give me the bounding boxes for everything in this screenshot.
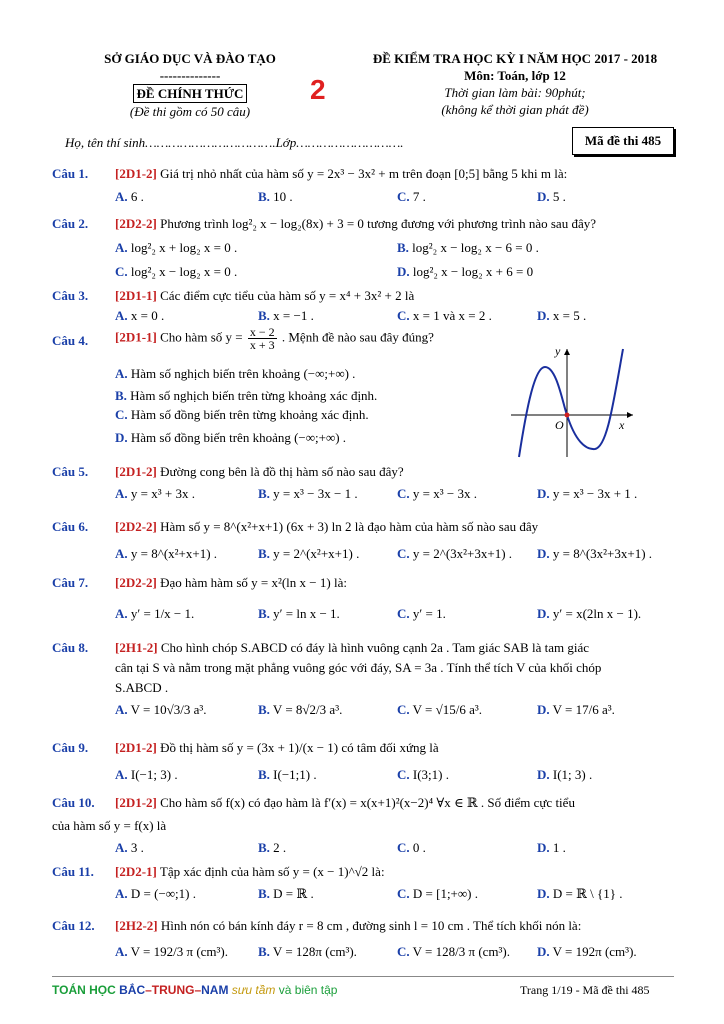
footer-brand-part: –TRUNG– bbox=[145, 983, 202, 997]
fraction bbox=[248, 326, 277, 351]
option-a: A. D = (−∞;1) . bbox=[115, 886, 196, 901]
option-letter: A. bbox=[115, 366, 128, 381]
question-tag: [2D1-2] bbox=[115, 795, 157, 810]
y-axis-arrow-icon bbox=[564, 349, 570, 355]
question-text bbox=[115, 326, 434, 351]
option-b: B. y = x³ − 3x − 1 . bbox=[258, 486, 358, 501]
option-a: A. Hàm số nghịch biến trên khoảng (−∞;+∞) . bbox=[115, 366, 356, 381]
option-letter: B. bbox=[397, 240, 409, 255]
option-letter: A. bbox=[115, 308, 128, 323]
option-c: C. y′ = 1. bbox=[397, 606, 446, 621]
option-c: C. V = √15/6 a³. bbox=[397, 702, 483, 717]
option-d: D. V = 192π (cm³). bbox=[537, 944, 637, 959]
question-tag: [2D1-1] bbox=[115, 288, 157, 303]
option-letter: B. bbox=[258, 886, 270, 901]
option-d: D. 1 . bbox=[537, 840, 566, 855]
exam-code-box: Mã đề thi 485 bbox=[572, 127, 674, 155]
question-body: Hàm số y = 8^(x²+x+1) (6x + 3) ln 2 là đạo hàm của hàm số nào sau đây bbox=[156, 519, 539, 534]
question-body: Tập xác định của hàm số y = (x − 1)^√2 là: bbox=[156, 864, 385, 879]
option-letter: A. bbox=[115, 486, 128, 501]
option-letter: D. bbox=[537, 308, 550, 323]
footer-divider bbox=[52, 976, 674, 977]
option-a: A. V = 192/3 π (cm³). bbox=[115, 944, 229, 959]
footer-brand-part: và biên tập bbox=[275, 983, 338, 997]
question-text bbox=[115, 640, 589, 656]
department-name: SỞ GIÁO DỤC VÀ ĐÀO TẠO bbox=[104, 51, 276, 66]
option-letter: D. bbox=[537, 702, 550, 717]
option-letter: A. bbox=[115, 189, 128, 204]
exam-title: ĐỀ KIỂM TRA HỌC KỲ I NĂM HỌC 2017 - 2018 bbox=[372, 51, 658, 66]
option-letter: B. bbox=[258, 308, 270, 323]
option-b: B. I(−1;1) . bbox=[258, 767, 317, 782]
question-body: Cho hình chóp S.ABCD có đáy là hình vuông cạnh 2a . Tam giác SAB là tam giác bbox=[157, 640, 590, 655]
question-body: Cho hàm số y = bbox=[156, 329, 246, 345]
option-letter: B. bbox=[258, 606, 270, 621]
option-letter: A. bbox=[115, 840, 128, 855]
cubic-graph bbox=[505, 345, 640, 460]
question-number: Câu 4. bbox=[52, 333, 89, 348]
question-tag: [2D1-2] bbox=[115, 740, 157, 755]
question-tag: [2D1-2] bbox=[115, 166, 157, 181]
question-tag: [2D1-1] bbox=[115, 329, 157, 345]
option-d: D. I(1; 3) . bbox=[537, 767, 593, 782]
option-letter: D. bbox=[537, 486, 550, 501]
question-number: Câu 3. bbox=[52, 288, 89, 303]
option-c: C. log²₂ x − log₂ x = 0 . bbox=[115, 264, 238, 279]
subject-line: Môn: Toán, lớp 12 bbox=[464, 68, 566, 83]
question-tag: [2D2-2] bbox=[115, 519, 157, 534]
option-letter: B. bbox=[115, 388, 127, 403]
option-letter: B. bbox=[258, 702, 270, 717]
option-c: C. y = x³ − 3x . bbox=[397, 486, 477, 501]
option-letter: C. bbox=[397, 308, 410, 323]
page-number: Trang 1/19 - Mã đề thi 485 bbox=[520, 983, 650, 997]
option-letter: D. bbox=[537, 886, 550, 901]
option-c: C. I(3;1) . bbox=[397, 767, 449, 782]
option-d: D. x = 5 . bbox=[537, 308, 587, 323]
exam-variant-number: 2 bbox=[310, 74, 326, 105]
option-letter: C. bbox=[397, 944, 410, 959]
option-letter: A. bbox=[115, 767, 128, 782]
option-letter: D. bbox=[537, 840, 550, 855]
question-text-line2: của hàm số y = f(x) là bbox=[52, 818, 167, 833]
option-letter: C. bbox=[397, 702, 410, 717]
duration-note: (không kể thời gian phát đề) bbox=[441, 102, 589, 117]
option-d: D. Hàm số đồng biến trên khoảng (−∞;+∞) . bbox=[115, 430, 347, 445]
option-c: C. 7 . bbox=[397, 189, 426, 204]
option-letter: C. bbox=[397, 189, 410, 204]
option-letter: C. bbox=[397, 840, 410, 855]
question-text bbox=[115, 216, 596, 232]
option-a: A. I(−1; 3) . bbox=[115, 767, 178, 782]
option-letter: C. bbox=[397, 767, 410, 782]
option-b: B. V = 8√2/3 a³. bbox=[258, 702, 343, 717]
origin-label: O bbox=[555, 418, 564, 432]
student-name-line: Họ, tên thí sinh…………………………….Lớp………………………. bbox=[65, 135, 404, 150]
option-letter: A. bbox=[115, 240, 128, 255]
option-letter: D. bbox=[537, 546, 550, 561]
question-tag: [2D2-2] bbox=[115, 575, 157, 590]
x-axis-label: x bbox=[619, 418, 625, 432]
option-d: D. D = ℝ \ {1} . bbox=[537, 886, 623, 901]
duration-line: Thời gian làm bài: 90phút; bbox=[444, 85, 586, 100]
option-b: B. V = 128π (cm³). bbox=[258, 944, 357, 959]
question-body: Giá trị nhỏ nhất của hàm số y = 2x³ − 3x² + m trên đoạn [0;5] bằng 5 khi m là: bbox=[156, 166, 568, 181]
fraction-denominator: x + 3 bbox=[249, 338, 275, 352]
question-number: Câu 12. bbox=[52, 918, 95, 933]
footer-brand-part: TOÁN HỌC bbox=[52, 983, 120, 997]
option-b: B. x = −1 . bbox=[258, 308, 314, 323]
fraction-numerator: x − 2 bbox=[249, 325, 275, 339]
option-b: B. y′ = ln x − 1. bbox=[258, 606, 340, 621]
option-letter: B. bbox=[258, 840, 270, 855]
question-body: Đường cong bên là đồ thị hàm số nào sau đây? bbox=[156, 464, 404, 479]
option-letter: D. bbox=[537, 944, 550, 959]
question-body: Đạo hàm hàm số y = x²(ln x − 1) là: bbox=[156, 575, 347, 590]
question-body: Hình nón có bán kính đáy r = 8 cm , đường sinh l = 10 cm . Thể tích khối nón là: bbox=[157, 918, 582, 933]
option-letter: B. bbox=[258, 486, 270, 501]
option-d: D. y′ = x(2ln x − 1). bbox=[537, 606, 642, 621]
question-number: Câu 9. bbox=[52, 740, 89, 755]
option-letter: B. bbox=[258, 189, 270, 204]
option-a: A. 3 . bbox=[115, 840, 144, 855]
option-letter: D. bbox=[115, 430, 128, 445]
option-letter: A. bbox=[115, 886, 128, 901]
option-b: B. Hàm số nghịch biến trên từng khoảng xác định. bbox=[115, 388, 378, 403]
question-body-end: . Mệnh đề nào sau đây đúng? bbox=[278, 329, 434, 345]
option-letter: C. bbox=[397, 886, 410, 901]
option-a: A. y = 8^(x²+x+1) . bbox=[115, 546, 218, 561]
question-number: Câu 2. bbox=[52, 216, 89, 231]
option-d: D. log²₂ x − log₂ x + 6 = 0 bbox=[397, 264, 534, 279]
option-d: D. y = x³ − 3x + 1 . bbox=[537, 486, 638, 501]
option-a: A. log²₂ x + log₂ x = 0 . bbox=[115, 240, 238, 255]
question-text bbox=[115, 519, 538, 535]
question-text bbox=[115, 288, 414, 304]
origin-point bbox=[565, 413, 570, 418]
question-text bbox=[115, 795, 575, 811]
question-body: Phương trình log²₂ x − log₂(8x) + 3 = 0 tương đương với phương trình nào sau đây? bbox=[156, 216, 596, 231]
option-c: C. V = 128/3 π (cm³). bbox=[397, 944, 511, 959]
question-text bbox=[115, 575, 347, 591]
option-letter: B. bbox=[258, 546, 270, 561]
option-b: B. 2 . bbox=[258, 840, 287, 855]
footer-brand-part: NAM bbox=[201, 983, 229, 997]
footer-brand-part: BẮC bbox=[119, 983, 146, 997]
option-letter: C. bbox=[397, 486, 410, 501]
option-letter: D. bbox=[537, 606, 550, 621]
divider-dashes: -------------- bbox=[159, 68, 221, 83]
question-number: Câu 1. bbox=[52, 166, 89, 181]
footer-brand bbox=[52, 983, 337, 997]
option-letter: C. bbox=[115, 264, 128, 279]
question-number: Câu 11. bbox=[52, 864, 94, 879]
option-c: C. 0 . bbox=[397, 840, 426, 855]
question-number: Câu 8. bbox=[52, 640, 89, 655]
option-letter: C. bbox=[397, 606, 410, 621]
question-number: Câu 6. bbox=[52, 519, 89, 534]
y-axis-label: y bbox=[555, 345, 561, 358]
question-tag: [2H1-2] bbox=[115, 640, 158, 655]
option-b: B. y = 2^(x²+x+1) . bbox=[258, 546, 360, 561]
question-body: Cho hàm số f(x) có đạo hàm là f′(x) = x(x+1)²(x−2)⁴ ∀x ∈ ℝ . Số điểm cực tiểu bbox=[156, 795, 575, 810]
option-a: A. y = x³ + 3x . bbox=[115, 486, 195, 501]
question-text bbox=[115, 918, 581, 934]
option-letter: D. bbox=[537, 189, 550, 204]
option-letter: A. bbox=[115, 606, 128, 621]
question-number: Câu 5. bbox=[52, 464, 89, 479]
option-letter: A. bbox=[115, 944, 128, 959]
option-b: B. log²₂ x − log₂ x − 6 = 0 . bbox=[397, 240, 539, 255]
question-tag: [2D2-2] bbox=[115, 216, 157, 231]
option-letter: A. bbox=[115, 546, 128, 561]
option-a: A. x = 0 . bbox=[115, 308, 165, 323]
option-letter: B. bbox=[258, 767, 270, 782]
option-b: B. 10 . bbox=[258, 189, 293, 204]
option-letter: D. bbox=[537, 767, 550, 782]
option-a: A. y′ = 1/x − 1. bbox=[115, 606, 195, 621]
question-text bbox=[115, 740, 439, 756]
x-axis-arrow-icon bbox=[627, 412, 633, 418]
option-letter: B. bbox=[258, 944, 270, 959]
option-c: C. x = 1 và x = 2 . bbox=[397, 308, 492, 323]
header-left bbox=[90, 50, 290, 120]
option-c: C. D = [1;+∞) . bbox=[397, 886, 478, 901]
question-number: Câu 7. bbox=[52, 575, 89, 590]
question-tag: [2H2-2] bbox=[115, 918, 158, 933]
question-text bbox=[115, 166, 567, 182]
option-letter: C. bbox=[115, 407, 128, 422]
question-count-note: (Đề thi gồm có 50 câu) bbox=[129, 104, 251, 119]
option-d: D. 5 . bbox=[537, 189, 566, 204]
question-body: Đồ thị hàm số y = (3x + 1)/(x − 1) có tâm đối xứng là bbox=[156, 740, 439, 755]
question-text-line3: S.ABCD . bbox=[115, 680, 169, 695]
question-tag: [2D1-2] bbox=[115, 464, 157, 479]
question-body: Các điểm cực tiểu của hàm số y = x⁴ + 3x² + 2 là bbox=[156, 288, 415, 303]
option-letter: A. bbox=[115, 702, 128, 717]
option-a: A. V = 10√3/3 a³. bbox=[115, 702, 207, 717]
option-c: C. y = 2^(3x²+3x+1) . bbox=[397, 546, 513, 561]
option-d: D. V = 17/6 a³. bbox=[537, 702, 615, 717]
option-a: A. 6 . bbox=[115, 189, 144, 204]
option-b: B. D = ℝ . bbox=[258, 886, 314, 901]
option-letter: D. bbox=[397, 264, 410, 279]
header-right bbox=[335, 50, 695, 118]
option-letter: C. bbox=[397, 546, 410, 561]
footer-brand-part: sưu tầm bbox=[228, 983, 276, 997]
option-c: C. Hàm số đồng biến trên từng khoảng xác định. bbox=[115, 407, 369, 422]
question-text-line2: cân tại S và nằm trong mặt phẳng vuông góc với đáy, SA = 3a . Tính thể tích V của khối chóp bbox=[115, 660, 602, 675]
option-d: D. y = 8^(3x²+3x+1) . bbox=[537, 546, 653, 561]
question-tag: [2D2-1] bbox=[115, 864, 157, 879]
question-text bbox=[115, 864, 385, 880]
official-exam-label: ĐỀ CHÍNH THỨC bbox=[133, 84, 248, 103]
question-text bbox=[115, 464, 404, 480]
curve-line bbox=[519, 349, 623, 457]
question-number: Câu 10. bbox=[52, 795, 95, 810]
